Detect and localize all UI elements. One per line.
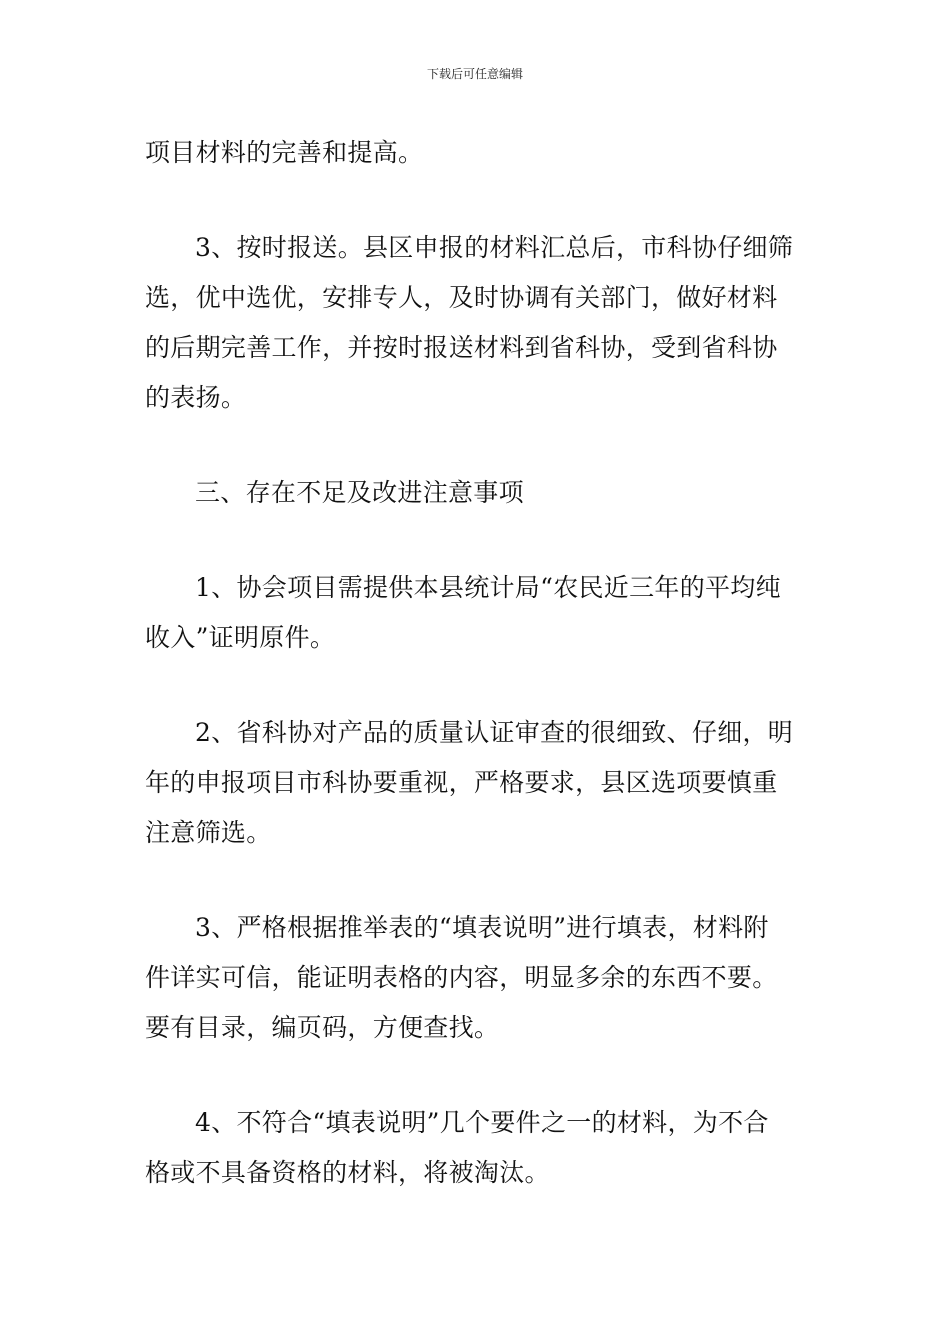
text-line: 3、按时报送。县区申报的材料汇总后，市科协仔细筛 (195, 233, 794, 262)
text-line: 收入”证明原件。 (145, 623, 336, 652)
text-line: 件详实可信，能证明表格的内容，明显多余的东西不要。 (145, 963, 778, 992)
paragraph-item-3 (145, 903, 810, 1053)
text-line: 1、协会项目需提供本县统计局“农民近三年的平均纯 (195, 573, 781, 602)
text-line: 要有目录，编页码，方便查找。 (145, 1013, 500, 1042)
text-line: 选，优中选优，安排专人，及时协调有关部门，做好材料 (145, 283, 778, 312)
text-line: 2、省科协对产品的质量认证审查的很细致、仔细，明 (195, 718, 794, 747)
document-body (145, 128, 810, 1243)
paragraph-item-3-timely-submission (145, 223, 810, 423)
text-line: 年的申报项目市科协要重视，严格要求，县区选项要慎重 (145, 768, 778, 797)
paragraph-item-1 (145, 563, 810, 663)
text-line: 3、严格根据推举表的“填表说明”进行填表，材料附 (195, 913, 769, 942)
text-line: 的表扬。 (145, 383, 247, 412)
section-heading (145, 468, 810, 518)
text-line: 注意筛选。 (145, 818, 272, 847)
paragraph-item-2 (145, 708, 810, 858)
paragraph-continuation (145, 128, 810, 178)
text-line: 4、不符合“填表说明”几个要件之一的材料，为不合 (195, 1108, 769, 1137)
header-note: 下载后可任意编辑 (426, 67, 523, 81)
paragraph-item-4 (145, 1098, 810, 1198)
text-line: 的后期完善工作，并按时报送材料到省科协，受到省科协 (145, 333, 778, 362)
text-line: 三、存在不足及改进注意事项 (195, 478, 524, 507)
text-line: 项目材料的完善和提高。 (145, 138, 424, 167)
text-line: 格或不具备资格的材料，将被淘汰。 (145, 1158, 550, 1187)
